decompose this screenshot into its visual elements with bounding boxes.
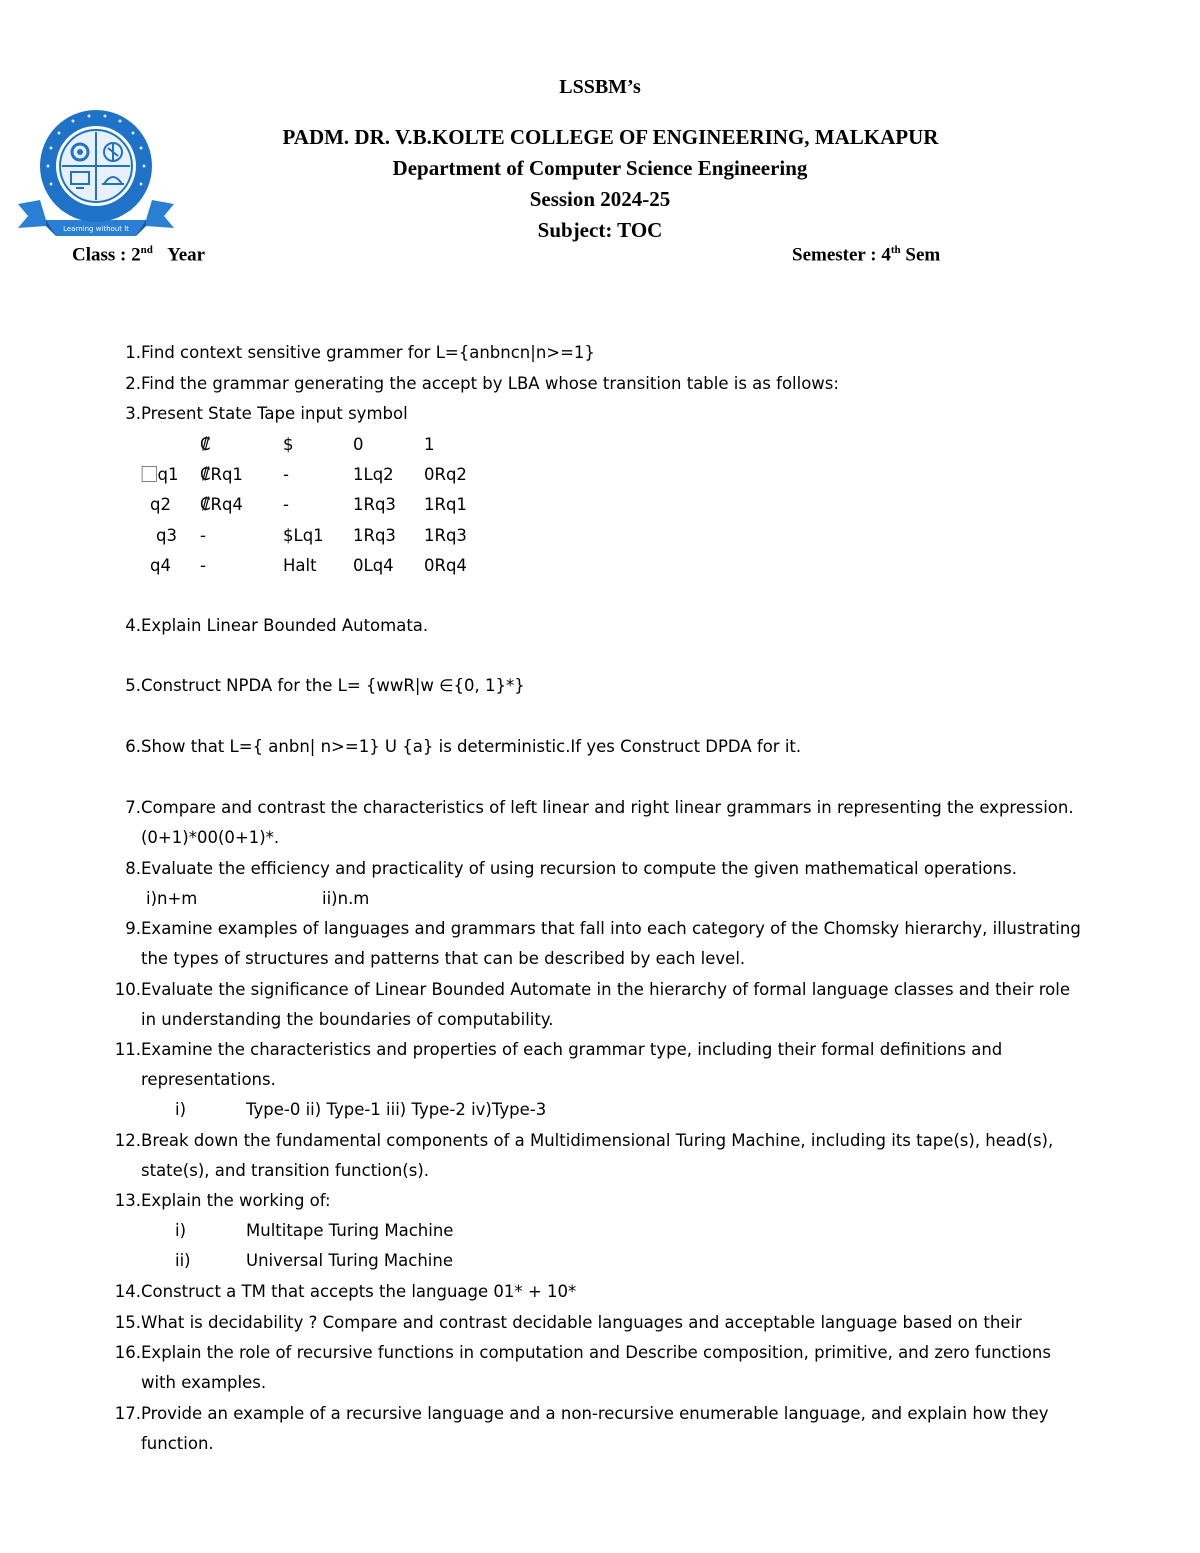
table-column-header: ₡	[200, 435, 211, 454]
table-cell: 1Rq3	[353, 526, 396, 545]
question-continuation: function.	[141, 1434, 214, 1453]
q8-part-b: ii)n.m	[322, 889, 370, 908]
question-item	[100, 1343, 1051, 1363]
table-cell: -	[200, 526, 206, 545]
table-cell: -	[200, 556, 206, 575]
question-item	[100, 859, 1017, 879]
table-cell: 1Rq3	[424, 526, 467, 545]
question-item	[100, 980, 1070, 1000]
question-number: 5.	[125, 676, 141, 695]
table-cell: -	[283, 465, 289, 484]
question-item	[100, 737, 801, 757]
question-number: 7.	[125, 798, 141, 817]
table-cell: ₡Rq1	[200, 465, 243, 484]
question-number: 12.	[114, 1131, 141, 1150]
question-text: Present State Tape input symbol	[141, 404, 408, 423]
question-number: 4.	[125, 616, 141, 635]
question-item	[100, 798, 1074, 818]
question-text: What is decidability ? Compare and contrast decidable languages and acceptable language based on their	[141, 1313, 1022, 1332]
question-text: Find context sensitive grammer for L={anbncn|n>=1}	[141, 343, 595, 362]
question-text: Provide an example of a recursive language and a non-recursive enumerable language, and explain how they	[141, 1404, 1049, 1423]
question-text: Construct NPDA for the L= {wwR|w ∈{0, 1}*}	[141, 676, 525, 695]
question-continuation: with examples.	[141, 1373, 267, 1392]
table-column-header: $	[283, 435, 294, 454]
question-number: 17.	[114, 1404, 141, 1423]
question-number: 16.	[114, 1343, 141, 1362]
q11-label: i)	[175, 1100, 187, 1119]
question-continuation: (0+1)*00(0+1)*.	[141, 828, 280, 847]
question-text: Compare and contrast the characteristics of left linear and right linear grammars in representing the expression.	[141, 798, 1074, 817]
question-number: 3.	[125, 404, 141, 423]
subject: Subject: TOC	[537, 218, 663, 242]
logo-motto: Learning without lt	[63, 225, 129, 233]
college-name: PADM. DR. V.B.KOLTE COLLEGE OF ENGINEERING, MALKAPUR	[282, 125, 939, 149]
question-text: Examine the characteristics and properties of each grammar type, including their formal definitions and	[141, 1040, 1003, 1059]
table-cell: 0Rq4	[424, 556, 467, 575]
question-continuation: representations.	[141, 1070, 276, 1089]
question-number: 10.	[114, 980, 141, 999]
question-number: 15.	[114, 1313, 141, 1332]
question-text: Explain Linear Bounded Automata.	[141, 616, 429, 635]
q13-item-text: Universal Turing Machine	[246, 1251, 453, 1270]
question-number: 8.	[125, 859, 141, 878]
question-item	[100, 374, 839, 394]
question-number: 2.	[125, 374, 141, 393]
table-row-state: ⃞q1	[141, 465, 179, 484]
session: Session 2024-25	[529, 187, 671, 211]
q13-item-label: i)	[175, 1221, 187, 1240]
question-text: Evaluate the efficiency and practicality of using recursion to compute the given mathematical operations.	[141, 859, 1017, 878]
question-item	[100, 1131, 1053, 1151]
question-continuation: the types of structures and patterns that can be described by each level.	[141, 949, 746, 968]
question-item	[100, 1191, 331, 1211]
semester-info: Semester : 4th Sem	[792, 244, 941, 266]
question-item	[100, 404, 408, 424]
class-info: Class : 2nd Year	[72, 244, 206, 266]
q13-item-label: ii)	[175, 1251, 191, 1270]
question-text: Break down the fundamental components of a Multidimensional Turing Machine, including its tape(s), head(s),	[141, 1131, 1054, 1150]
question-item	[100, 1040, 1002, 1060]
question-number: 11.	[114, 1040, 141, 1059]
question-continuation: state(s), and transition function(s).	[141, 1161, 430, 1180]
table-row-state: q2	[150, 495, 171, 514]
question-item	[100, 676, 525, 696]
q13-item-text: Multitape Turing Machine	[246, 1221, 454, 1240]
table-cell: ₡Rq4	[200, 495, 243, 514]
table-cell: 1Lq2	[353, 465, 394, 484]
table-column-header: 1	[424, 435, 435, 454]
table-cell: 1Rq1	[424, 495, 467, 514]
question-number: 9.	[125, 919, 141, 938]
question-text: Show that L={ anbn| n>=1} U {a} is deterministic.If yes Construct DPDA for it.	[141, 737, 802, 756]
table-cell: 0Lq4	[353, 556, 394, 575]
question-text: Explain the working of:	[141, 1191, 331, 1210]
table-cell: 1Rq3	[353, 495, 396, 514]
department-name: Department of Computer Science Engineering	[392, 156, 808, 180]
q11-types: Type-0 ii) Type-1 iii) Type-2 iv)Type-3	[246, 1100, 547, 1119]
question-number: 14.	[114, 1282, 141, 1301]
table-cell: Halt	[283, 556, 317, 575]
question-text: Evaluate the significance of Linear Bounded Automate in the hierarchy of formal language classes and their role	[141, 980, 1071, 999]
question-text: Construct a TM that accepts the language 01* + 10*	[141, 1282, 577, 1301]
question-item	[100, 1282, 576, 1302]
question-text: Find the grammar generating the accept by LBA whose transition table is as follows:	[141, 374, 839, 393]
table-cell: 0Rq2	[424, 465, 467, 484]
question-number: 1.	[125, 343, 141, 362]
question-text: Examine examples of languages and grammars that fall into each category of the Chomsky hierarchy, illustrating	[141, 919, 1081, 938]
question-text: Explain the role of recursive functions in computation and Describe composition, primitive, and zero functions	[141, 1343, 1051, 1362]
table-cell: $Lq1	[283, 526, 324, 545]
table-column-header: 0	[353, 435, 364, 454]
question-item	[100, 1313, 1022, 1333]
table-cell: -	[283, 495, 289, 514]
question-item	[100, 616, 428, 636]
question-item	[100, 1404, 1049, 1424]
question-item	[100, 343, 595, 363]
society-name: LSSBM’s	[559, 76, 641, 98]
question-number: 13.	[114, 1191, 141, 1210]
question-continuation: in understanding the boundaries of computability.	[141, 1010, 554, 1029]
question-number: 6.	[125, 737, 141, 756]
q8-part-a: i)n+m	[146, 889, 198, 908]
question-item	[100, 919, 1081, 939]
table-row-state: q3	[156, 526, 177, 545]
table-row-state: q4	[150, 556, 171, 575]
